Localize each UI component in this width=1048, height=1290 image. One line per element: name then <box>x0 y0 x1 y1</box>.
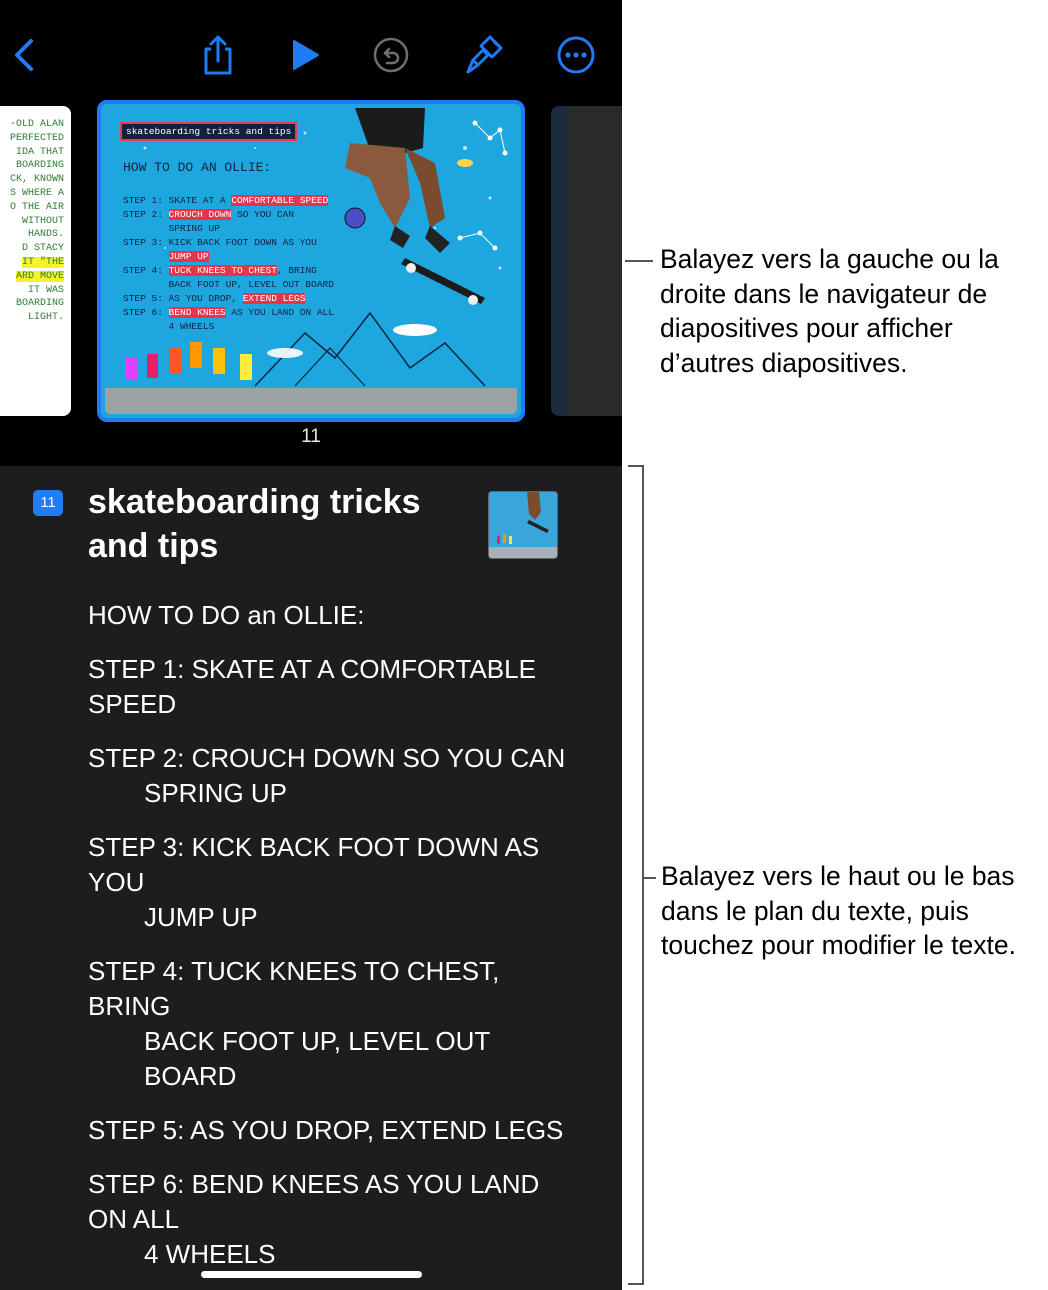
slide-step-line <box>123 321 214 332</box>
outline-body[interactable] <box>88 598 578 1290</box>
outline-paragraph[interactable] <box>88 741 578 811</box>
outline-indented-line[interactable]: JUMP UP <box>144 902 258 932</box>
slide-step-line <box>123 251 209 262</box>
skateboarder-mini-illustration <box>489 492 558 559</box>
back-icon <box>11 37 39 73</box>
previous-slide-line: IT WAS <box>27 284 64 296</box>
slide-step-line <box>123 237 317 248</box>
step-text: BACK FOOT UP, LEVEL OUT BOARD <box>123 279 334 290</box>
outline-indented-line[interactable]: SPRING UP <box>144 778 288 808</box>
outline-callout: Balayez vers le haut ou le bas dans le plan du texte, puis touchez pour modifier le texte. <box>661 861 1016 960</box>
outline-line[interactable]: STEP 5: AS YOU DROP, EXTEND LEGS <box>88 1115 564 1145</box>
previous-slide-line: O THE AIR <box>9 201 64 213</box>
navigator-callout: Balayez vers la gauche ou la droite dans le navigateur de diapositives pour afficher d’autres diapositives. <box>660 244 999 378</box>
slide-number-badge[interactable]: 11 <box>33 490 63 516</box>
outline-line[interactable]: STEP 3: KICK BACK FOOT DOWN AS YOU <box>88 832 540 897</box>
format-button[interactable] <box>461 32 507 78</box>
play-icon <box>290 38 320 72</box>
outline-paragraph[interactable] <box>88 830 578 935</box>
step-text: SPRING UP <box>123 223 220 234</box>
highlighted-text: ARD MOVE <box>15 270 64 282</box>
highlighted-step-text: EXTEND LEGS <box>242 293 306 304</box>
outline-bracket-bottom <box>628 1283 644 1285</box>
slide-number: 11 <box>301 426 321 447</box>
highlighted-step-text: JUMP UP <box>168 251 209 262</box>
outline-paragraph[interactable] <box>88 1167 578 1272</box>
highlighted-step-text: COMFORTABLE SPEED <box>231 195 329 206</box>
outline-line[interactable]: STEP 1: SKATE AT A COMFORTABLE SPEED <box>88 654 536 719</box>
navigator-callout-leader <box>625 260 653 262</box>
format-paintbrush-icon <box>464 34 504 76</box>
slide-step-line <box>123 307 334 318</box>
outline-callout-leader <box>644 877 656 879</box>
highlighted-step-text: BEND KNEES <box>168 307 226 318</box>
undo-icon <box>372 36 410 74</box>
share-icon <box>200 34 236 76</box>
current-slide-thumbnail[interactable] <box>97 100 525 422</box>
outline-slide-thumbnail[interactable] <box>488 491 558 559</box>
outline-slide-title[interactable]: skateboarding tricks and tips <box>88 483 421 565</box>
outline-paragraph[interactable] <box>88 652 578 722</box>
back-button[interactable] <box>2 32 48 78</box>
previous-slide-line: BOARDING <box>15 298 64 310</box>
previous-slide-line: S WHERE A <box>9 187 64 199</box>
outline-indented-line[interactable]: 4 WHEELS <box>144 1239 276 1269</box>
toolbar <box>0 0 622 96</box>
play-button[interactable] <box>282 32 328 78</box>
share-button[interactable] <box>195 32 241 78</box>
slide-step-line <box>123 195 328 206</box>
step-text: , BRING <box>276 265 317 276</box>
home-indicator[interactable] <box>201 1271 422 1278</box>
previous-slide-line <box>0 256 71 270</box>
step-text: 4 WHEELS <box>123 321 215 332</box>
slide-step-line <box>123 293 305 304</box>
text-outline[interactable] <box>0 466 622 1290</box>
previous-slide-line: LIGHT. <box>27 312 64 324</box>
slide-step-line <box>123 279 334 290</box>
outline-paragraph[interactable] <box>88 954 578 1094</box>
previous-slide-line: PERFECTED <box>9 132 64 144</box>
outline-line[interactable]: STEP 6: BEND KNEES AS YOU LAND ON ALL <box>88 1169 540 1234</box>
highlighted-step-text: TUCK KNEES TO CHEST <box>168 265 277 276</box>
outline-paragraph[interactable] <box>88 598 578 633</box>
step-text: STEP 5: AS YOU DROP, <box>123 293 243 304</box>
step-text: STEP 2: <box>123 209 169 220</box>
previous-slide-line: CK, KNOWN <box>9 174 64 186</box>
more-button[interactable] <box>553 32 599 78</box>
highlighted-text: IT "THE <box>21 256 64 268</box>
outline-line[interactable]: HOW TO DO an OLLIE: <box>88 600 365 630</box>
slide-step-line <box>123 265 317 276</box>
slide-step-line <box>123 223 220 234</box>
previous-slide-line: BOARDING <box>15 160 64 172</box>
slide-title: skateboarding tricks and tips <box>120 122 297 141</box>
previous-slide-line: D STACY <box>21 243 64 255</box>
outline-indented-line[interactable]: BACK FOOT UP, LEVEL OUT BOARD <box>144 1026 490 1091</box>
previous-slide-text <box>0 118 71 325</box>
step-text: STEP 1: SKATE AT A <box>123 195 232 206</box>
step-text: SO YOU CAN <box>231 209 295 220</box>
slide-navigator[interactable] <box>0 96 622 466</box>
highlighted-step-text: CROUCH DOWN <box>168 209 232 220</box>
outline-line[interactable]: STEP 4: TUCK KNEES TO CHEST, BRING <box>88 956 500 1021</box>
step-text: STEP 4: <box>123 265 169 276</box>
more-icon <box>556 35 596 75</box>
undo-button[interactable] <box>368 32 414 78</box>
outline-line[interactable]: STEP 2: CROUCH DOWN SO YOU CAN <box>88 743 566 773</box>
previous-slide-line: -OLD ALAN <box>9 119 64 130</box>
slide-preview <box>105 108 517 414</box>
previous-slide-line: IDA THAT <box>15 146 64 158</box>
previous-slide-line: WITHOUT <box>21 215 64 227</box>
step-text: AS YOU LAND ON ALL <box>225 307 334 318</box>
outline-bracket <box>642 465 644 1285</box>
previous-slide-line: HANDS. <box>27 229 64 241</box>
previous-slide-line <box>0 270 71 284</box>
step-text: STEP 3: KICK BACK FOOT DOWN AS YOU <box>123 237 317 248</box>
outline-bracket-top <box>628 465 644 467</box>
next-slide-preview <box>567 106 622 416</box>
next-slide-thumbnail[interactable] <box>551 106 622 416</box>
slide-step-line <box>123 209 294 220</box>
step-text <box>123 251 169 262</box>
previous-slide-thumbnail[interactable] <box>0 106 71 416</box>
slide-heading: HOW TO DO AN OLLIE: <box>123 160 272 175</box>
step-text: STEP 6: <box>123 307 169 318</box>
outline-paragraph[interactable] <box>88 1113 578 1148</box>
